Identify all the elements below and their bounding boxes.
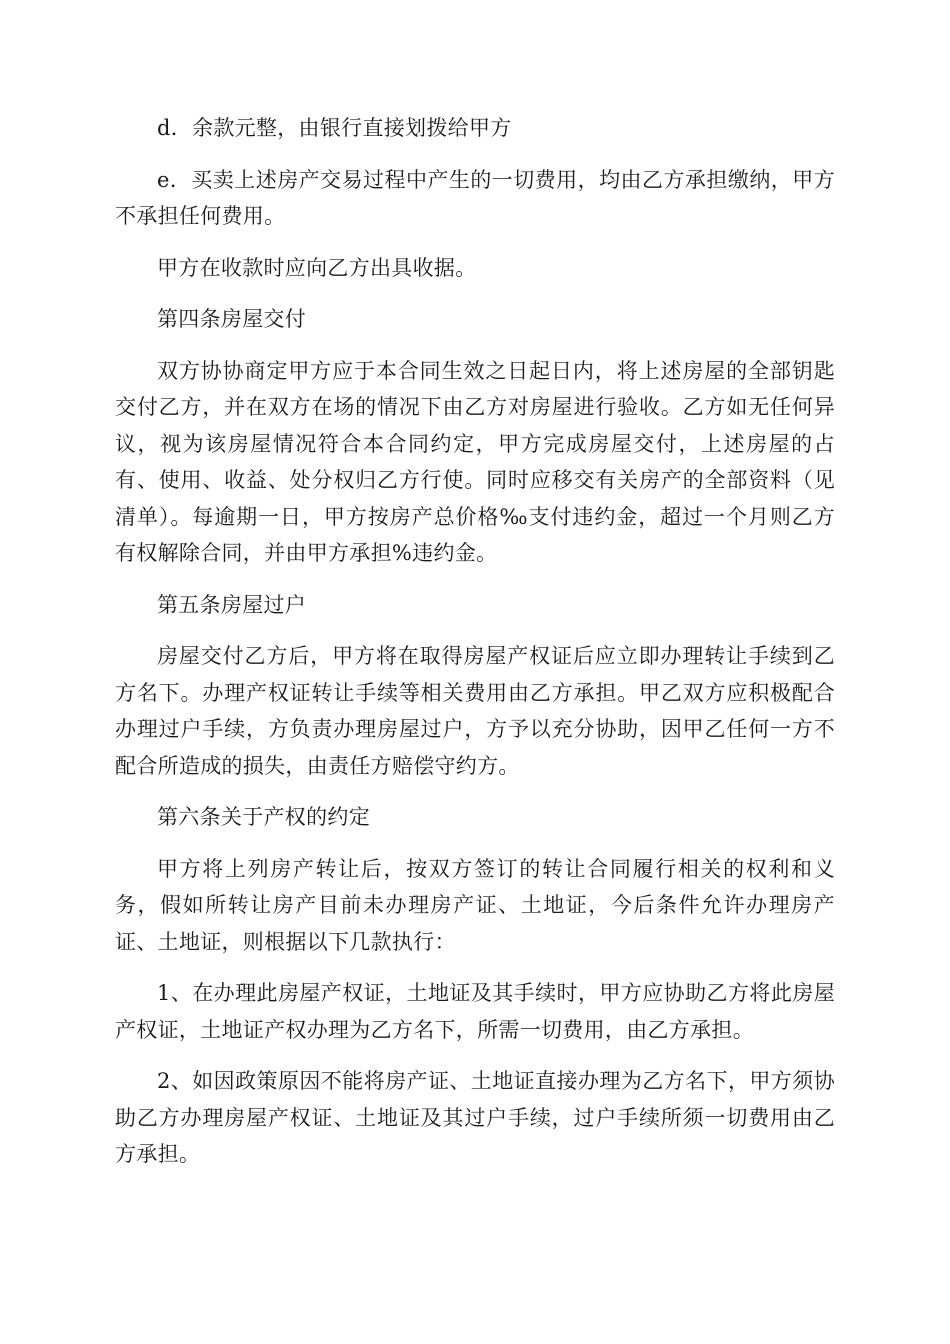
- article-5-heading: 第五条房屋过户: [157, 592, 307, 617]
- paragraph-transaction-fees: e．买卖上述房产交易过程中产生的一切费用，均由乙方承担缴纳，甲方不承担任何费用。: [115, 167, 835, 228]
- article-6-body: 甲方将上列房产转让后，按双方签订的转让合同履行相关的权利和义务，假如所转让房产目前未办理房产证、土地证，今后条件允许办理房产证、土地证，则根据以下几款执行：: [115, 856, 835, 954]
- paragraph-balance-payment: d．余款元整，由银行直接划拨给甲方: [157, 116, 512, 140]
- article-4-body: 双方协协商定甲方应于本合同生效之日起日内，将上述房屋的全部钥匙交付乙方，并在双方在场的情况下由乙方对房屋进行验收。乙方如无任何异议，视为该房屋情况符合本合同约定，甲方完成房屋交付，上述房屋的占有、使用、收益、处分权归乙方行使。同时应移交有关房产的全部资料（见清单）。每逾期一日，甲方按房产总价格‰支付违约金，超过一个月则乙方有权解除合同，并由甲方承担%违约金。: [115, 358, 835, 565]
- article-6-clause-2: 2、如因政策原因不能将房产证、土地证直接办理为乙方名下，甲方须协助乙方办理房屋产权证、土地证及其过户手续，过户手续所须一切费用由乙方承担。: [115, 1069, 835, 1166]
- article-6-clause-1: 1、在办理此房屋产权证，土地证及其手续时，甲方应协助乙方将此房屋产权证，土地证产权办理为乙方名下，所需一切费用，由乙方承担。: [115, 981, 835, 1042]
- document-page: [115, 110, 835, 1188]
- article-6-heading: 第六条关于产权的约定: [157, 805, 370, 829]
- article-5-body: 房屋交付乙方后，甲方将在取得房屋产权证后应立即办理转让手续到乙方名下。办理产权证转让手续等相关费用由乙方承担。甲乙双方应积极配合办理过户手续，方负责办理房屋过户，方予以充分协助，因甲乙任何一方不配合所造成的损失，由责任方赔偿守约方。: [115, 644, 835, 778]
- paragraph-receipt: 甲方在收款时应向乙方出具收据。: [157, 255, 477, 280]
- article-4-heading: 第四条房屋交付: [157, 307, 307, 331]
